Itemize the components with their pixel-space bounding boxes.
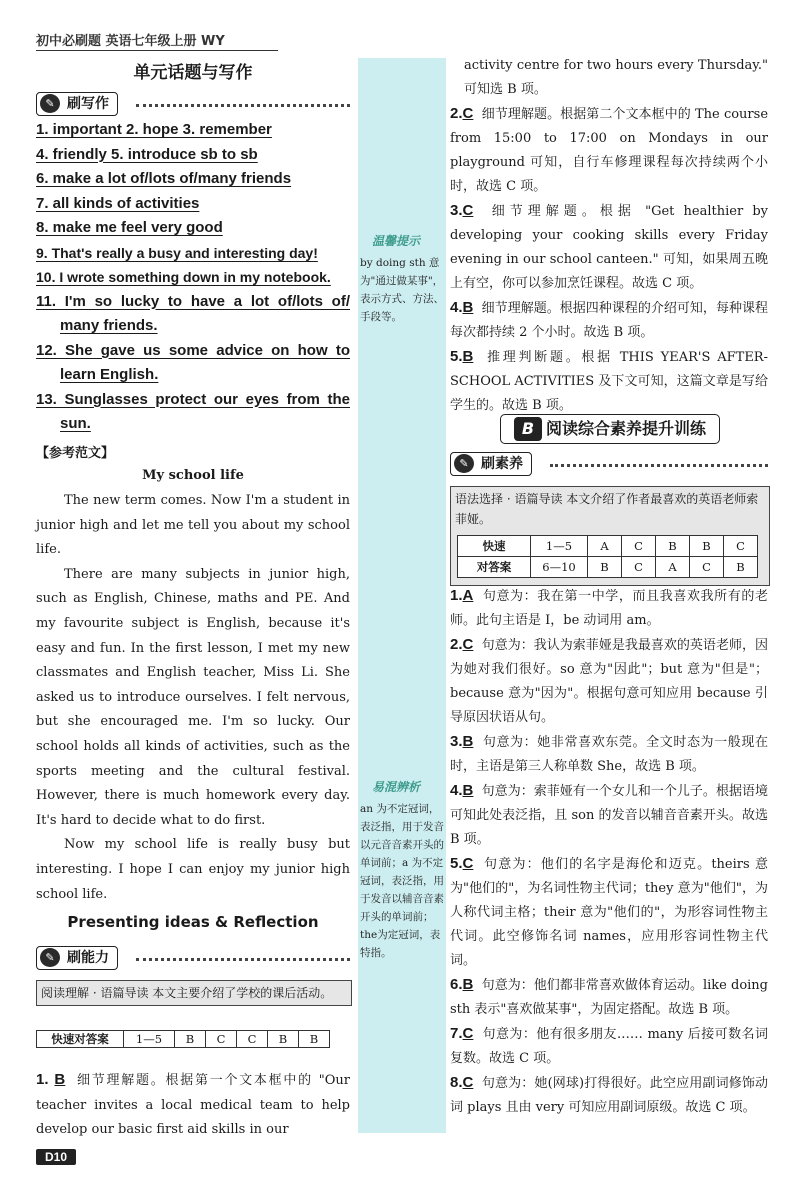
answer-cell: B	[299, 1031, 330, 1048]
unit-title: 单元话题与写作	[133, 63, 253, 83]
margin-notes-band	[358, 58, 446, 1133]
answer-item: 3.C 细节理解题。根据 "Get healthier by developing your cooking skills every Friday evening in our school canteen." 可知，如果周五晚上有空，你可以参加烹饪课程。故选 C 项。	[450, 202, 768, 291]
reference-label: 【参考范文】	[36, 446, 115, 461]
answer-item: 8.C 句意为：她(网球)打得很好。此空应用副词修饰动词 plays 且由 very 可知应用副词原级。故选 C 项。	[450, 1074, 769, 1115]
answer-line: many friends.	[60, 317, 158, 334]
answer-item: 1.A 句意为：我在第一中学，而且我喜欢我所有的老师。此句主语是 I，be 动词用 am。	[450, 587, 768, 628]
answer-line: sun.	[60, 415, 91, 432]
answer-line: 12. She gave us some advice on how to	[36, 341, 350, 359]
answer-line: 4. friendly 5. introduce sb to sb	[36, 145, 258, 163]
answer-item: 7.C 句意为：他有很多朋友…… many 后接可数名词复数。故选 C 项。	[450, 1025, 768, 1066]
literacy-badge: ✎ 刷素养	[450, 452, 532, 476]
tip-note: by doing sth 意为"通过做某事"，表示方式、方法、手段等。	[360, 257, 444, 323]
answer-line: 6. make a lot of/lots of/many friends	[36, 170, 292, 187]
answer-cell: C	[237, 1031, 268, 1048]
answer-item: 2.C 细节理解题。根据第二个文本框中的 The course from 15:00 to 17:00 on Mondays in our playground 可知，自行车修理课程每次持续两个小时，故选 C 项。	[450, 105, 769, 194]
answer-list	[36, 118, 350, 437]
answer-item: 5.C 句意为：他们的名字是海伦和迈克。theirs 意为"他们的"，为名词性物主代词；they 意为"他们"，为人称代词主格；their 意为"他们的"，为形容词性物主代词。此空修饰名词 names，应用形容词性物主代词。	[450, 855, 769, 968]
quick-answer-table	[36, 1030, 330, 1048]
quick-label: 快速	[458, 536, 531, 557]
section-banner: B 阅读综合素养提升训练	[500, 414, 720, 444]
continued-text: activity centre for two hours every Thursday." 可知选 B 项。	[464, 58, 768, 97]
literacy-section-header	[450, 452, 768, 476]
answer-range: 1—5	[124, 1031, 175, 1048]
tip-title: 温馨提示	[372, 234, 421, 248]
header-rule	[36, 50, 278, 51]
answer-line: learn English.	[60, 366, 159, 383]
grammar-intro: 语法选择 · 语篇导读 本文介绍了作者最喜欢的英语老师索菲娅。 快速 1—5 A C B B C 对答案 6—10 B C A C B	[450, 486, 770, 586]
answer-line: 11. I'm so lucky to have a lot of/lots of/	[36, 292, 350, 310]
section-title: Presenting ideas & Reflection	[67, 913, 319, 931]
answers-2-list	[450, 584, 768, 1120]
answer-line: 8. make me feel very good	[36, 219, 223, 236]
answer-line: 7. all kinds of activities	[36, 194, 200, 212]
answer-item: 6.B 句意为：他们都非常喜欢做体育运动。like doing sth 表示"喜欢做某事"，为固定搭配。故选 B 项。	[450, 976, 769, 1017]
question-1: 1. B 细节理解题。根据第一个文本框中的 "Our teacher invites a local medical team to help develop our basic first aid skills in our	[36, 1071, 350, 1138]
write-badge: ✎ 刷写作	[36, 92, 118, 116]
pencil-icon: ✎	[454, 454, 474, 473]
answer-letter: B	[54, 1071, 66, 1088]
answer-item: 4.B 句意为：索菲娅有一个女儿和一个儿子。根据语境可知此处表泛指，且 son 的发音以辅音音素开头。故选 B 项。	[450, 782, 768, 847]
answer-line: 10. I wrote something down in my notebook.	[36, 269, 331, 285]
ability-badge: ✎ 刷能力	[36, 946, 118, 970]
dotted-rule	[136, 958, 350, 961]
answer-line: 1. important 2. hope 3. remember	[36, 121, 272, 138]
answer-item: 5.B 推理判断题。根据 THIS YEAR'S AFTER-SCHOOL ACTIVITIES 及下文可知，这篇文章是写给学生的。故选 B 项。	[450, 348, 768, 413]
essay-title: My school life	[142, 468, 244, 483]
answer-item: 2.C 句意为：我认为索菲娅是我最喜欢的英语老师，因为她对我们很好。so 意为"因此"；but 意为"但是"；because 意为"因为"。根据句意可知应用 because 引导原因状语从句。	[450, 636, 768, 725]
answer-line: 13. Sunglasses protect our eyes from the	[36, 390, 350, 408]
write-section-header	[36, 92, 350, 116]
pencil-icon: ✎	[40, 948, 60, 967]
page-number: D10	[36, 1149, 76, 1165]
answer-item: 3.B 句意为：她非常喜欢东莞。全文时态为一般现在时，主语是第三人称单数 She，故选 B 项。	[450, 733, 768, 774]
ability-section-header	[36, 946, 350, 970]
quick-label: 快速对答案	[37, 1031, 124, 1048]
essay-paragraph: The new term comes. Now I'm a student in junior high and let me tell you about my school life.	[36, 493, 350, 558]
confusion-note: an 为不定冠词，表泛指，用于发音以元音音素开头的单词前；a 为不定冠词，表泛指，用于发音以辅音音素开头的单词前；the为定冠词，表特指。	[360, 803, 444, 959]
essay-paragraph: Now my school life is really busy but interesting. I hope I can enjoy my junior high school life.	[36, 837, 350, 902]
answer-line: 9. That's really a busy and interesting day!	[36, 244, 318, 261]
answer-cell: B	[268, 1031, 299, 1048]
dotted-rule	[550, 464, 768, 467]
pencil-icon: ✎	[40, 94, 60, 113]
answer-cell: C	[206, 1031, 237, 1048]
answer-cell: B	[175, 1031, 206, 1048]
essay-paragraph: There are many subjects in junior high, such as English, Chinese, maths and PE. And my favourite subject is English, because it's easy and fun. In the first lesson, I met my new classmates and English teacher, Miss Li. She asked us to introduce ourselves. I felt nervous, but she encouraged me. I'm so lucky. Our school holds all kinds of activities, such as the sports meeting and the cultural festival. However, there is much homework every day. It's hard to decide what to do first.	[36, 566, 350, 828]
running-header: 初中必刷题 英语七年级上册 WY	[36, 34, 225, 49]
reading-intro: 阅读理解 · 语篇导读 本文主要介绍了学校的课后活动。	[36, 980, 352, 1006]
confusion-title: 易混辨析	[372, 780, 421, 794]
answers-1-list	[450, 102, 768, 418]
answer-item: 4.B 细节理解题。根据四种课程的介绍可知，每种课程每次都持续 2 个小时。故选 B 项。	[450, 299, 768, 340]
dotted-rule	[136, 104, 350, 107]
model-essay	[36, 489, 350, 907]
